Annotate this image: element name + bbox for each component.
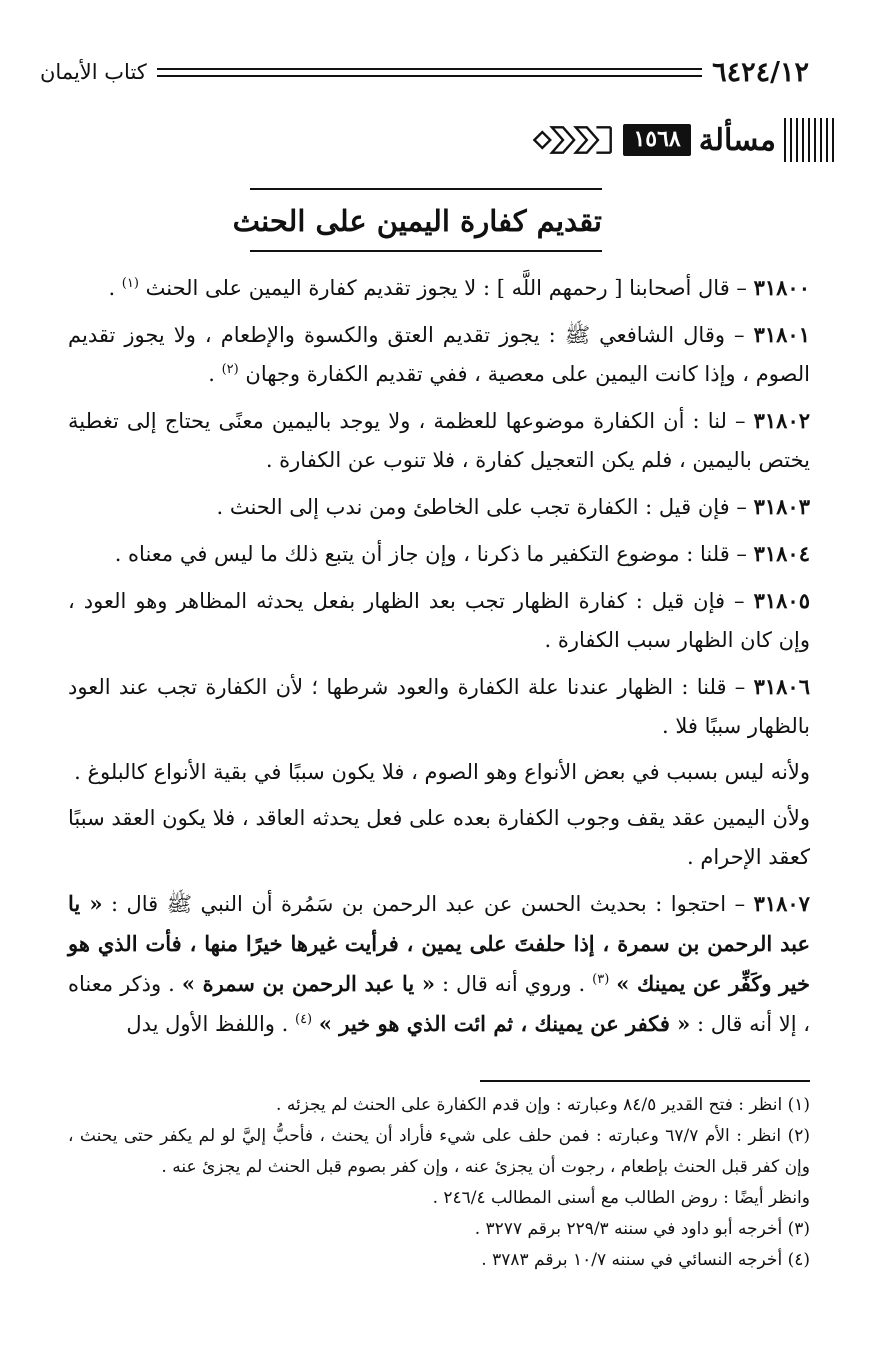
paragraph: ٣١٨٠١ – وقال الشافعي ﷺ : يجوز تقديم العتق والكسوة والإطعام ، ولا يجوز تقديم الصوم ، وإذا كانت اليمين على معصية ، ففي تقديم الكفارة وجهان $^{(٢)}$ . [68, 322, 810, 386]
hadith-quote: « يا عبد الرحمن بن سمرة ، إذا حلفتَ على يمين ، فرأيت غيرها خيرًا منها ، فأت الذي هو خير وكَفِّر عن يمينك » [68, 891, 810, 996]
section-title-block [232, 188, 602, 252]
paragraph-number: ٣١٨٠١ [753, 322, 810, 347]
main-text [68, 268, 810, 1051]
book-title: كتاب الأيمان [40, 60, 147, 84]
footnote: (٤) أخرجه النسائي في سننه ١٠/٧ برقم ٣٧٨٣ . [481, 1250, 810, 1270]
hatch-ornament [784, 118, 838, 162]
paragraph: ولأنه ليس بسبب في بعض الأنواع وهو الصوم ، فلا يكون سببًا في بقية الأنواع كالبلوغ . [74, 760, 810, 784]
diamond-ornament-icon [528, 118, 615, 162]
paragraph-number: ٣١٨٠٢ [753, 408, 811, 433]
paragraph [68, 401, 810, 480]
paragraph-text: – لنا : أن الكفارة موضوعها للعظمة ، ولا يوجد باليمين معنًى يحتاج إلى تغطية يختص باليمين ، فلم يكن التعجيل كفارة ، فلا تنوب عن الكفارة . [68, 409, 810, 472]
paragraph-text: – فإن قيل : الكفارة تجب على الخاطئ ومن ندب إلى الحنث . [216, 495, 747, 519]
paragraph [68, 667, 810, 746]
paragraph-text: – قال أصحابنا [ رحمهم اللَّه ] : لا يجوز تقديم كفارة اليمين على الحنث [145, 276, 747, 300]
footnote-ref[interactable]: (٤) [294, 1012, 313, 1027]
paragraph: ٣١٨٠٠ – قال أصحابنا [ رحمهم اللَّه ] : لا يجوز تقديم كفارة اليمين على الحنث $^{(١)}$ . [108, 275, 810, 300]
running-header [40, 52, 809, 92]
footnote-separator [480, 1080, 810, 1082]
paragraph [68, 534, 810, 574]
footnote-ref[interactable]: (١) [121, 276, 139, 291]
paragraph-number: ٣١٨٠٦ [753, 674, 810, 699]
footnote-ref[interactable]: (٣) [592, 972, 610, 987]
paragraph-text: – فإن قيل : كفارة الظهار تجب بعد الظهار بفعل يحدثه المظاهر وهو العود ، وإن كان الظهار سبب الكفارة . [68, 589, 810, 652]
title-bottom-rule [250, 250, 602, 252]
page-number: ٦٤٢٤/١٢ [712, 56, 809, 88]
paragraph-text: – قلنا : الظهار عندنا علة الكفارة والعود شرطها ؛ لأن الكفارة تجب عند العود بالظهار سببًا فلا . [68, 675, 810, 738]
paragraph-number: ٣١٨٠٣ [753, 494, 810, 519]
paragraph-number: ٣١٨٠٥ [753, 588, 810, 613]
masala-label: مسألة [698, 122, 776, 158]
paragraph-text: – احتجوا : بحديث الحسن عن عبد الرحمن بن سَمُرة أن النبي ﷺ قال : [110, 892, 746, 916]
section-title: تقديم كفارة اليمين على الحنث [232, 204, 602, 238]
paragraph-number: ٣١٨٠٤ [753, 541, 810, 566]
masala-number: ١٥٦٨ [623, 124, 690, 156]
hadith-quote: « فكفر عن يمينك ، ثم ائت الذي هو خير » [318, 1011, 691, 1036]
paragraph-text: – قلنا : موضوع التكفير ما ذكرنا ، وإن جاز أن يتبع ذلك ما ليس في معناه . [114, 542, 747, 566]
footnote: (٢) انظر : الأم ٦٧/٧ وعبارته : فمن حلف على شيء فأراد أن يحنث ، فأحبُّ إليَّ لو لم يكفر حتى يحنث ، وإن كفر قبل الحنث بإطعام ، رجوت أن يجزئ عنه ، وإن كفر بصوم قبل الحنث لم يجزئ عنه . [68, 1126, 810, 1177]
header-double-rule [157, 68, 702, 77]
paragraph [68, 581, 810, 660]
footnotes [68, 1090, 810, 1276]
footnote: (١) انظر : فتح القدير ٨٤/٥ وعبارته : وإن قدم الكفارة على الحنث لم يجزئه . [276, 1095, 810, 1115]
footnote: وانظر أيضًا : روض الطالب مع أسنى المطالب ٢٤٦/٤ . [432, 1188, 810, 1208]
paragraph [68, 487, 810, 527]
footnote-ref[interactable]: (٢) [221, 362, 239, 377]
paragraph-number: ٣١٨٠٧ [753, 891, 810, 916]
footnote: (٣) أخرجه أبو داود في سننه ٢٢٩/٣ برقم ٣٢٧٧ . [474, 1219, 810, 1239]
paragraph-hadith: ٣١٨٠٧ – احتجوا : بحديث الحسن عن عبد الرحمن بن سَمُرة أن النبي ﷺ قال : « يا عبد الرحمن بن سمرة ، إذا حلفتَ على يمين ، فرأيت غيرها خيرًا منها ، فأت الذي هو خير وكَفِّر عن يمينك » $^{(٣)}$ . وروي أنه قال : « يا عبد الرحمن بن سمرة » . وذكر معناه ، إلا أنه قال : « فكفر عن يمينك ، ثم ائت الذي هو خير » $^{(٤)}$ . واللفظ الأول يدل [68, 891, 810, 1036]
hadith-quote: « يا عبد الرحمن بن سمرة » [181, 971, 435, 996]
paragraph-text: – وقال الشافعي ﷺ : يجوز تقديم العتق والكسوة والإطعام ، ولا يجوز تقديم الصوم ، وإذا كانت اليمين على معصية ، ففي تقديم الكفارة وجهان [68, 323, 810, 386]
paragraph-number: ٣١٨٠٠ [753, 275, 810, 300]
paragraph: ولأن اليمين عقد يقف وجوب الكفارة بعده على فعل يحدثه العاقد ، فلا يكون العقد سببًا كعقد الإحرام . [68, 806, 810, 869]
masala-banner [528, 112, 838, 168]
